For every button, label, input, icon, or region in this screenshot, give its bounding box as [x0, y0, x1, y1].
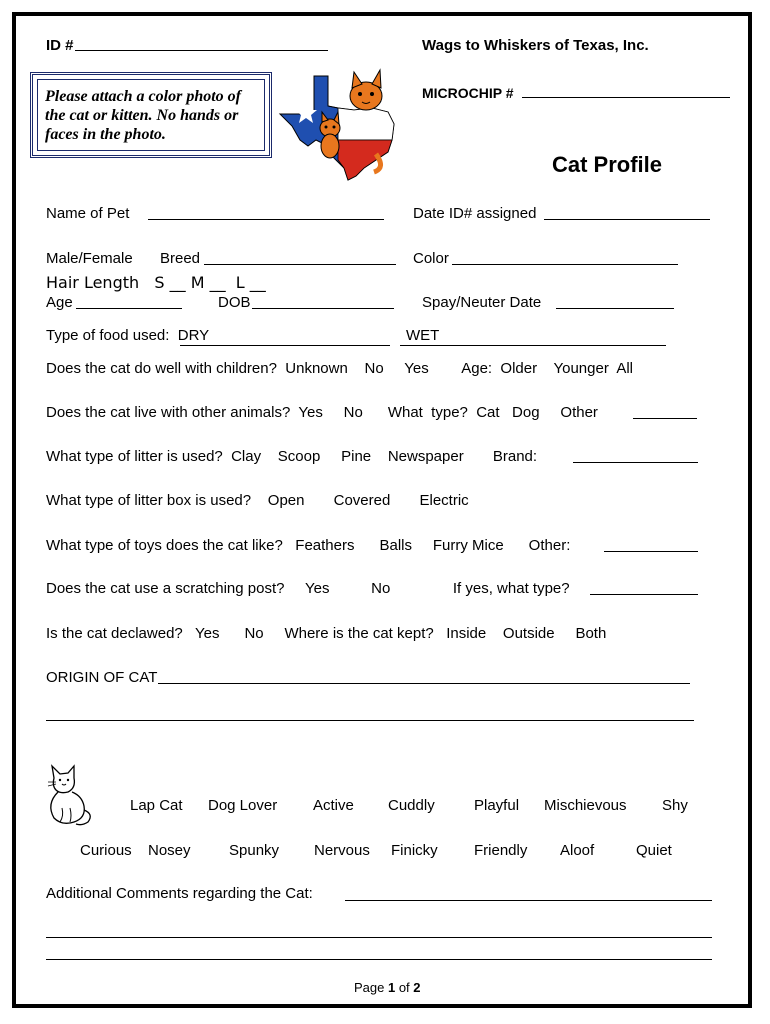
- microchip-field[interactable]: [522, 97, 730, 98]
- trait-finicky: Finicky: [391, 842, 438, 859]
- trait-spunky: Spunky: [229, 842, 280, 859]
- date-id-field[interactable]: [544, 219, 710, 220]
- trait-playful: Playful: [474, 797, 520, 814]
- trait-dog-lover: Dog Lover: [208, 797, 278, 814]
- food-dry-field[interactable]: [180, 345, 390, 346]
- dob-field[interactable]: [252, 308, 394, 309]
- food-dry-label: Type of food used: DRY: [46, 327, 210, 344]
- toys-other-field[interactable]: [604, 551, 698, 552]
- question-other-animals: Does the cat live with other animals? Yes No What type? Cat Dog Other: [46, 404, 598, 421]
- comments-line-3[interactable]: [46, 959, 712, 960]
- litter-brand-field[interactable]: [573, 462, 698, 463]
- trait-mischievous: Mischievous: [544, 797, 627, 814]
- trait-quiet: Quiet: [636, 842, 672, 859]
- spay-neuter-field[interactable]: [556, 308, 674, 309]
- photo-attach-box: [30, 72, 272, 158]
- page-title: Cat Profile: [552, 152, 663, 177]
- texas-cats-logo: [276, 64, 406, 182]
- id-field[interactable]: [75, 50, 328, 51]
- comments-label: Additional Comments regarding the Cat:: [46, 885, 313, 902]
- trait-aloof: Aloof: [560, 842, 595, 859]
- hair-length-label: Hair Length S __ M __ L __: [46, 273, 266, 292]
- page-number: Page 1 of 2: [354, 980, 421, 995]
- breed-field[interactable]: [204, 264, 396, 265]
- color-label: Color: [413, 250, 449, 267]
- age-field[interactable]: [76, 308, 182, 309]
- trait-shy: Shy: [662, 797, 688, 814]
- food-wet-label: WET: [406, 327, 440, 344]
- scratching-type-field[interactable]: [590, 594, 698, 595]
- male-female-label: Male/Female: [46, 250, 133, 267]
- breed-label: Breed: [160, 250, 201, 267]
- question-litter: What type of litter is used? Clay Scoop Pine Newspaper Brand:: [46, 448, 538, 465]
- dob-label: DOB: [218, 294, 251, 311]
- food-wet-field[interactable]: [400, 345, 666, 346]
- photo-instructions: Please attach a color photo of the cat or kitten. No hands or faces in the photo.: [45, 88, 241, 143]
- trait-lap-cat: Lap Cat: [130, 797, 183, 814]
- id-label: ID #: [46, 37, 74, 54]
- question-toys: What type of toys does the cat like? Feathers Balls Furry Mice Other:: [46, 537, 571, 554]
- name-of-pet-label: Name of Pet: [46, 205, 130, 222]
- trait-nervous: Nervous: [314, 842, 370, 859]
- origin-label: ORIGIN OF CAT: [46, 669, 158, 686]
- question-litter-box: What type of litter box is used? Open Covered Electric: [46, 492, 469, 509]
- question-scratching: Does the cat use a scratching post? Yes No If yes, what type?: [46, 580, 570, 597]
- spay-neuter-label: Spay/Neuter Date: [422, 294, 542, 311]
- trait-cuddly: Cuddly: [388, 797, 435, 814]
- trait-curious: Curious: [80, 842, 132, 859]
- cat-sketch-icon: [40, 764, 96, 828]
- org-name: Wags to Whiskers of Texas, Inc.: [422, 37, 649, 54]
- color-field[interactable]: [452, 264, 678, 265]
- origin-field-line-2[interactable]: [46, 720, 694, 721]
- trait-friendly: Friendly: [474, 842, 528, 859]
- trait-active: Active: [313, 797, 354, 814]
- origin-field[interactable]: [158, 683, 690, 684]
- microchip-label: MICROCHIP #: [422, 85, 514, 101]
- trait-nosey: Nosey: [148, 842, 191, 859]
- question-children: Does the cat do well with children? Unknown No Yes Age: Older Younger All: [46, 360, 633, 377]
- name-of-pet-field[interactable]: [148, 219, 384, 220]
- comments-line-2[interactable]: [46, 937, 712, 938]
- question-declawed: Is the cat declawed? Yes No Where is the cat kept? Inside Outside Both: [46, 625, 607, 642]
- age-label: Age: [46, 294, 73, 311]
- comments-field[interactable]: [345, 900, 712, 901]
- other-animal-field[interactable]: [633, 418, 697, 419]
- date-id-label: Date ID# assigned: [413, 205, 537, 222]
